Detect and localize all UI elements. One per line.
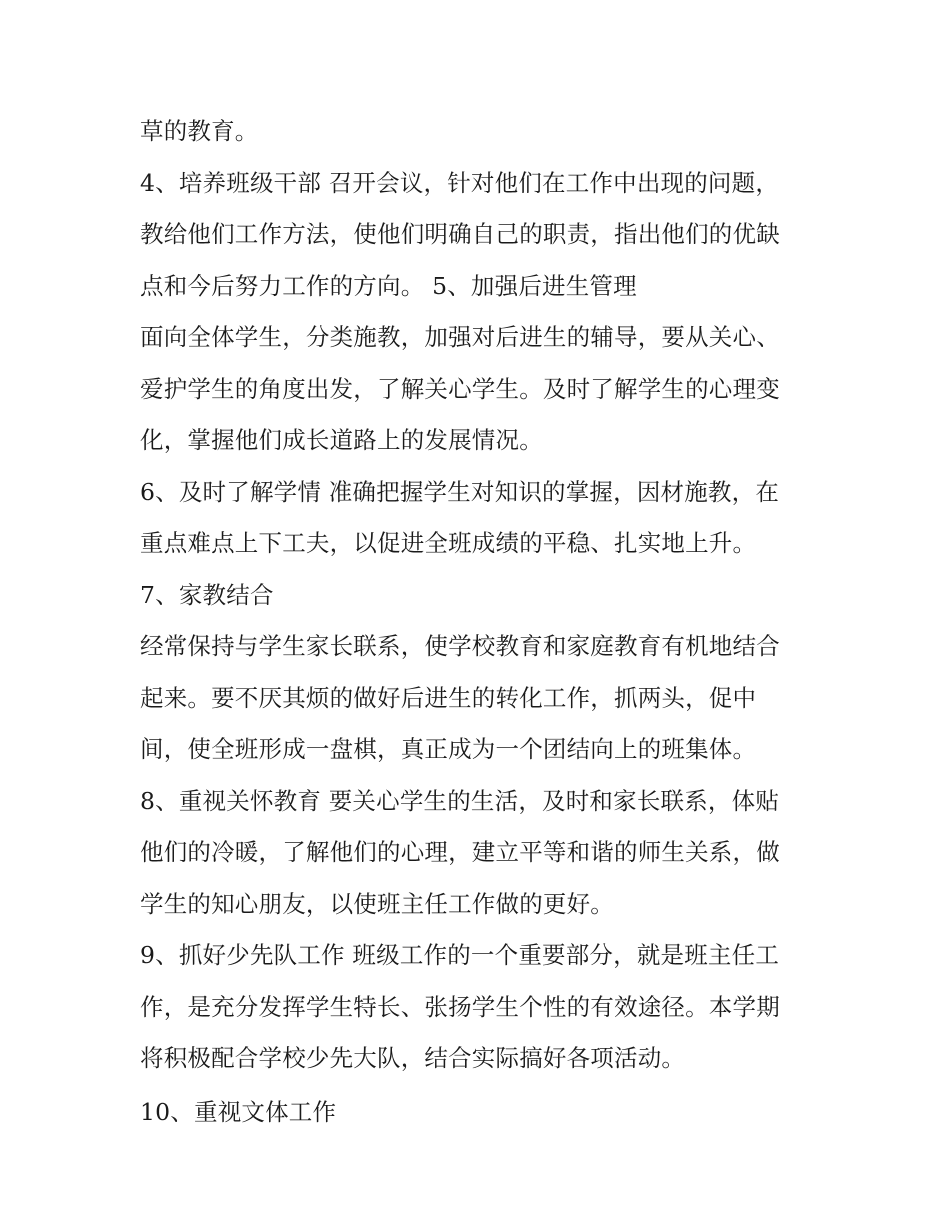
text-line: 学生的知心朋友，以使班主任工作做的更好。 bbox=[140, 889, 614, 918]
text-line: 经常保持与学生家长联系，使学校教育和家庭教育有机地结合 bbox=[140, 632, 780, 660]
text-line: 草的教育。 bbox=[140, 117, 259, 145]
text-line: 8、重视关怀教育 要关心学生的生活，及时和家长联系，体贴 bbox=[140, 786, 780, 815]
text-line: 间，使全班形成一盘棋，真正成为一个团结向上的班集体。 bbox=[140, 735, 757, 763]
text-line: 起来。要不厌其烦的做好后进生的转化工作，抓两头，促中 bbox=[140, 683, 757, 712]
text-line: 化，掌握他们成长道路上的发展情况。 bbox=[140, 426, 543, 454]
text-line: 4、培养班级干部 召开会议，针对他们在工作中出现的问题， bbox=[140, 168, 780, 197]
text-line: 6、及时了解学情 准确把握学生对知识的掌握，因材施教，在 bbox=[140, 477, 780, 506]
text-line: 爱护学生的角度出发，了解关心学生。及时了解学生的心理变 bbox=[140, 374, 780, 403]
text-line: 教给他们工作方法，使他们明确自己的职责，指出他们的优缺 bbox=[140, 220, 780, 248]
text-line: 面向全体学生，分类施教，加强对后进生的辅导，要从关心、 bbox=[140, 323, 780, 351]
text-line: 9、抓好少先队工作 班级工作的一个重要部分，就是班主任工 bbox=[140, 941, 780, 969]
text-line: 10、重视文体工作 bbox=[140, 1097, 337, 1126]
text-line: 他们的冷暖，了解他们的心理，建立平等和谐的师生关系，做 bbox=[140, 838, 780, 866]
document-body bbox=[140, 106, 840, 1138]
text-line: 7、家教结合 bbox=[140, 580, 274, 609]
text-line: 将积极配合学校少先大队，结合实际搞好各项活动。 bbox=[140, 1044, 686, 1072]
text-line: 重点难点上下工夫，以促进全班成绩的平稳、扎实地上升。 bbox=[140, 529, 757, 557]
text-line: 作，是充分发挥学生特长、张扬学生个性的有效途径。本学期 bbox=[140, 992, 780, 1021]
text-line: 点和今后努力工作的方向。 5、加强后进生管理 bbox=[140, 271, 637, 300]
